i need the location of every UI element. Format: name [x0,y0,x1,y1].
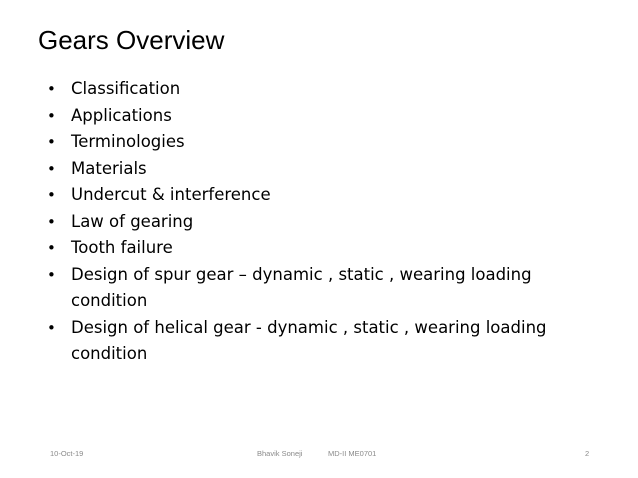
bullet-item [47,103,567,130]
bullet-text: Materials [71,158,147,178]
bullet-item [47,182,567,209]
footer-course: MD-II ME0701 [328,449,377,458]
bullet-text: Design of spur gear – dynamic , static , wearing loading condition [71,264,532,310]
bullet-point-icon: • [47,212,56,231]
bullet-point-icon: • [47,265,56,284]
slide-title: Gears Overview [38,25,225,55]
bullet-item [47,235,567,262]
bullet-text: Law of gearing [71,211,194,231]
bullet-text: Design of helical gear - dynamic , static , wearing loading condition [71,317,547,363]
bullet-text: Undercut & interference [71,185,271,204]
bullet-point-icon: • [47,133,56,151]
bullet-item [47,262,567,315]
bullet-text: Classification [71,79,181,98]
bullet-text: Applications [71,105,172,125]
footer-date: 10-Oct-19 [50,449,84,458]
bullet-point-icon: • [47,159,56,178]
bullet-item [47,315,567,368]
bullet-point-icon: • [47,239,56,257]
bullet-list [47,76,567,368]
bullet-point-icon: • [47,80,56,98]
bullet-item [47,129,567,156]
bullet-text: Terminologies [71,132,185,151]
bullet-point-icon: • [47,186,56,204]
bullet-point-icon: • [47,106,56,125]
bullet-item [47,209,567,236]
footer-author: Bhavik Soneji [257,449,303,458]
slide-number: 2 [585,449,590,458]
bullet-text: Tooth failure [71,238,173,257]
bullet-item [47,76,567,103]
bullet-point-icon: • [47,318,56,337]
bullet-item [47,156,567,183]
